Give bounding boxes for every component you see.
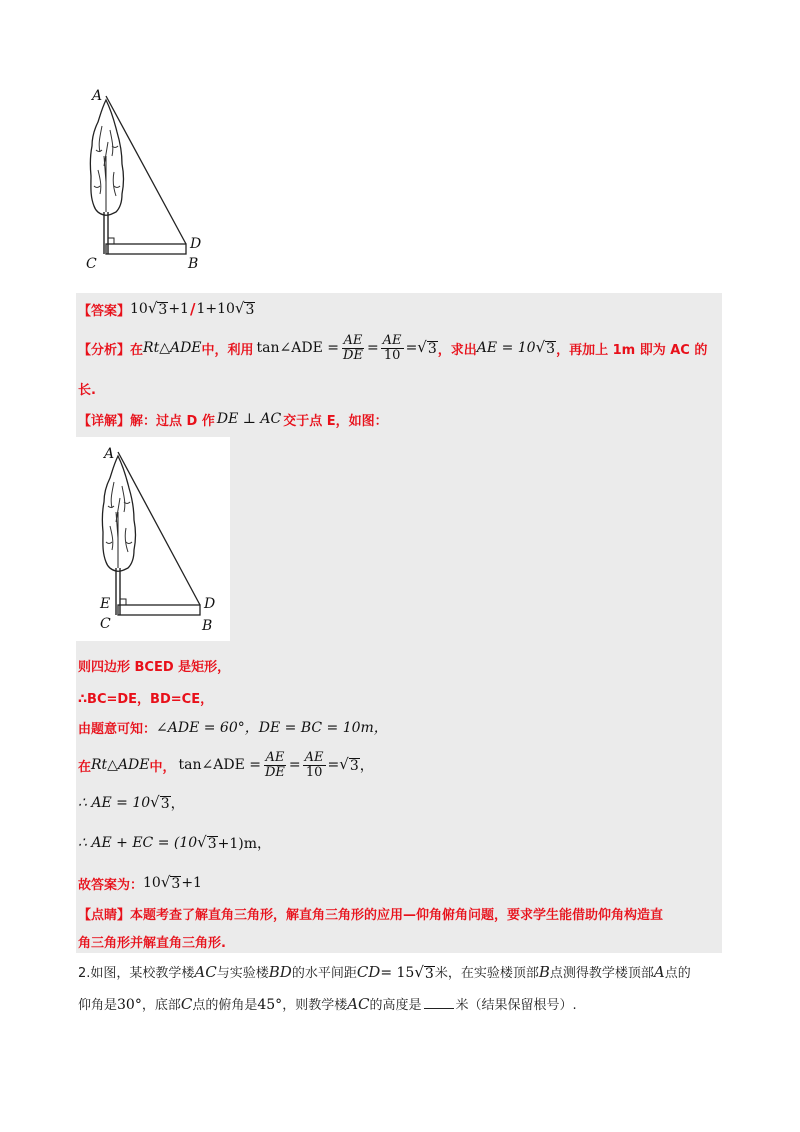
- step-3-pre: 由题意可知：: [78, 721, 157, 737]
- q2-a: A: [653, 963, 665, 981]
- analysis-after: ，求出: [437, 342, 477, 358]
- comment-text-1: 本题考查了解直角三角形，解直角三角形的应用—仰角俯角问题，要求学生能借助仰角构造直: [130, 908, 664, 923]
- step-3-math: ∠ADE = 60°，DE = BC = 10m，: [156, 720, 388, 736]
- step-6-end: +1)m，: [217, 836, 272, 852]
- analysis-mid: 中，利用: [201, 342, 254, 358]
- q2-text-e: 米，在实验楼顶部: [434, 966, 539, 981]
- analysis-tail: ，再加上 1m 即为 AC 的: [556, 342, 708, 358]
- step-4-tri: Rt△ADE: [91, 757, 150, 773]
- step-2: ∴BC=DE，BD=CE，: [78, 692, 214, 707]
- analysis-tan: tan∠ADE =: [256, 340, 340, 356]
- detail-tail: 交于点 E，如图：: [283, 413, 388, 429]
- answer-blank[interactable]: [424, 996, 454, 1009]
- answer-rad2: 3: [245, 302, 255, 318]
- q2-text-b: 与实验楼: [216, 966, 269, 981]
- step-3: [78, 716, 388, 738]
- step-4-pre: 在: [78, 759, 92, 775]
- step-7-pre: 故答案为：: [78, 877, 144, 893]
- detail-text: 解：过点 D 作: [130, 413, 215, 429]
- step-4: [78, 746, 374, 784]
- step-4-frac2: $\frac{AE}{10}$: [304, 749, 324, 780]
- sqrt-symbol-6: √ 3: [150, 793, 170, 812]
- label-D2: D: [204, 596, 216, 612]
- step-7-end: +1: [181, 875, 202, 891]
- q2-ac: AC: [194, 963, 217, 981]
- analysis-tag: 【分析】: [78, 342, 131, 358]
- label-C: C: [86, 256, 97, 272]
- analysis-line-2: 长.: [78, 382, 96, 398]
- equals-sign: =: [366, 340, 379, 356]
- step-4-frac1: $\frac{AE}{DE}$: [265, 749, 285, 780]
- step-5-text: ∴ AE = 10: [78, 795, 151, 811]
- step-5-end: ，: [170, 796, 185, 812]
- step-7: [78, 872, 202, 894]
- tree-figure-1: [82, 86, 212, 272]
- comment-line-1: [78, 904, 663, 923]
- comment-line-2: 角三角形并解直角三角形.: [78, 936, 226, 951]
- step-4-mid: 中，: [149, 759, 176, 775]
- equals-sign-3: =: [288, 757, 301, 773]
- q2-text-f: 点测得教学楼顶部: [549, 966, 654, 981]
- q2-c: C: [180, 995, 193, 1013]
- detail-line: [78, 408, 388, 430]
- q2-text-c: 的水平间距: [291, 966, 357, 981]
- step-6: [78, 832, 271, 854]
- q2-angle-2: 45°: [257, 997, 283, 1013]
- step-4-end: ，: [359, 758, 374, 774]
- analysis-pre: 在: [130, 342, 144, 358]
- step-7-text: 10: [143, 875, 161, 891]
- step-1: 则四边形 BCED 是矩形，: [78, 660, 231, 675]
- sqrt-symbol-5: √ 3: [339, 755, 359, 774]
- step-5: [78, 792, 185, 814]
- q2-text-2b: ，底部: [141, 998, 181, 1013]
- q2-text-2d: ，则教学楼: [282, 998, 348, 1013]
- q2-text-2c: 点的俯角是: [192, 998, 258, 1013]
- answer-line: [78, 298, 255, 320]
- equals-sign-4: =: [327, 757, 340, 773]
- q2-text-2f: 米（结果保留根号）.: [455, 998, 577, 1013]
- answer-part1: 10: [130, 301, 148, 317]
- q2-angle-1: 30°: [117, 997, 142, 1013]
- sqrt-symbol: √ 3: [147, 299, 168, 318]
- analysis-line: [78, 328, 707, 368]
- label-E2: E: [100, 596, 111, 612]
- q2-text-2a: 仰角是: [78, 998, 118, 1013]
- fraction-ae-de: $\frac{AE}{DE}$: [343, 332, 363, 363]
- answer-tag: 【答案】: [78, 303, 131, 319]
- q2-eq: = 15: [380, 965, 415, 981]
- label-B2: B: [202, 618, 213, 634]
- step-4-tan: tan∠ADE =: [178, 757, 261, 773]
- q2-ac-2: AC: [347, 995, 370, 1013]
- analysis-ae: AE = 10: [476, 340, 536, 356]
- sqrt-symbol-9: √ 3: [414, 963, 434, 982]
- label-A: A: [92, 88, 103, 104]
- q2-number: 2.: [78, 966, 91, 981]
- sqrt-symbol-3: √ 3: [417, 338, 437, 357]
- tree-figure-2: [92, 440, 227, 636]
- q2-bd: BD: [268, 963, 292, 981]
- fraction-ae-10: $\frac{AE}{10}$: [382, 332, 402, 363]
- answer-rad1: 3: [158, 302, 168, 318]
- label-B: B: [188, 256, 199, 272]
- detail-expr: DE ⊥ AC: [216, 411, 282, 427]
- label-C2: C: [100, 616, 111, 632]
- answer-part2: 1+10: [196, 301, 235, 317]
- detail-tag: 【详解】: [78, 413, 131, 429]
- q2-text-a: 如图，某校教学楼: [90, 966, 195, 981]
- question-2-line-1: [78, 962, 691, 981]
- sqrt-symbol-4: √ 3: [535, 338, 556, 357]
- sqrt-symbol-2: √ 3: [234, 299, 255, 318]
- label-D: D: [190, 236, 202, 252]
- equals-sign-2: =: [405, 340, 418, 356]
- q2-cd: CD: [356, 963, 381, 981]
- analysis-triangle: Rt△ADE: [143, 340, 202, 356]
- sqrt-symbol-7: √ 3: [197, 833, 217, 852]
- answer-separator: /: [189, 300, 196, 318]
- sqrt-symbol-8: √ 3: [160, 873, 181, 892]
- label-A2: A: [104, 446, 115, 462]
- q2-b: B: [538, 963, 550, 981]
- step-6-text: ∴ AE + EC = (10: [78, 835, 198, 851]
- question-2-line-2: [78, 994, 577, 1013]
- answer-plus1: +1: [168, 301, 189, 317]
- q2-text-2e: 的高度是: [369, 998, 422, 1013]
- q2-text-g: 点的: [664, 966, 691, 981]
- comment-tag: 【点睛】: [78, 908, 131, 923]
